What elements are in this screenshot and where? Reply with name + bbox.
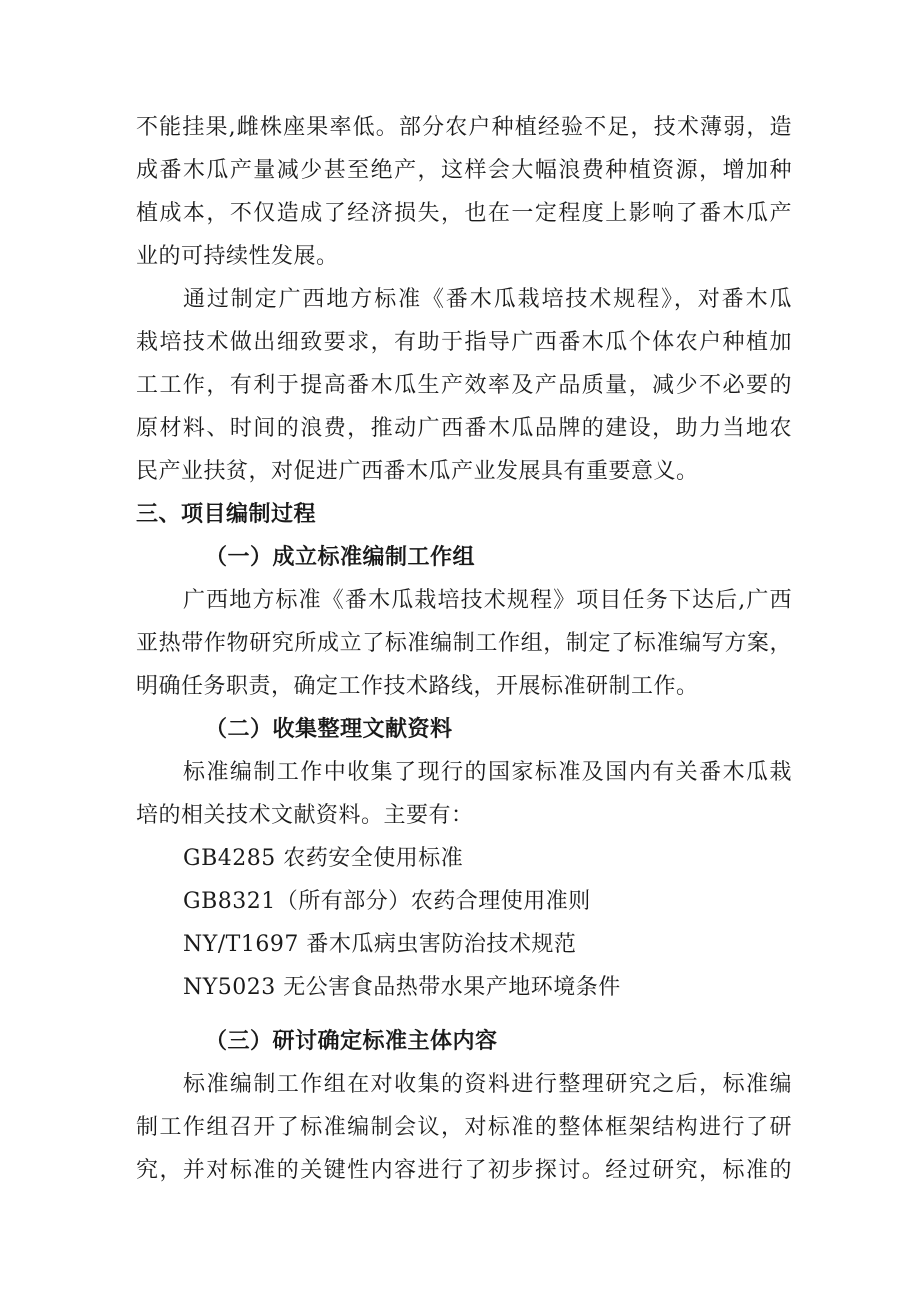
paragraph-line: 工工作，有利于提高番木瓜生产效率及产品质量，减少不必要的	[136, 373, 792, 398]
reference-item: NY/T1697 番木瓜病虫害防治技术规范	[183, 932, 577, 957]
paragraph-line: 广西地方标准《番木瓜栽培技术规程》项目任务下达后,广西	[183, 588, 792, 613]
paragraph-line: 业的可持续性发展。	[136, 244, 339, 269]
paragraph-line: 制工作组召开了标准编制会议，对标准的整体框架结构进行了研	[136, 1115, 792, 1140]
section-heading: 三、项目编制过程	[136, 502, 317, 527]
subsection-heading: （三）研讨确定标准主体内容	[205, 1029, 498, 1054]
paragraph-line: 不能挂果,雌株座果率低。部分农户种植经验不足，技术薄弱，造	[136, 115, 792, 140]
reference-item: NY5023 无公害食品热带水果产地环境条件	[183, 975, 621, 1000]
reference-item: GB4285 农药安全使用标准	[183, 846, 464, 871]
subsection-heading: （二）收集整理文献资料	[205, 717, 453, 742]
paragraph-line: 栽培技术做出细致要求，有助于指导广西番木瓜个体农户种植加	[136, 330, 792, 355]
paragraph-line: 植成本，不仅造成了经济损失，也在一定程度上影响了番木瓜产	[136, 201, 792, 226]
paragraph-line: 原材料、时间的浪费，推动广西番木瓜品牌的建设，助力当地农	[136, 416, 792, 441]
paragraph-line: 明确任务职责，确定工作技术路线，开展标准研制工作。	[136, 674, 699, 699]
paragraph-line: 通过制定广西地方标准《番木瓜栽培技术规程》，对番木瓜	[183, 287, 792, 312]
paragraph-line: 标准编制工作中收集了现行的国家标准及国内有关番木瓜栽	[183, 760, 792, 785]
paragraph-line: 民产业扶贫，对促进广西番木瓜产业发展具有重要意义。	[136, 459, 699, 484]
reference-item: GB8321（所有部分）农药合理使用准则	[183, 889, 591, 914]
paragraph-line: 成番木瓜产量减少甚至绝产，这样会大幅浪费种植资源，增加种	[136, 158, 792, 183]
subsection-heading: （一）成立标准编制工作组	[205, 545, 476, 570]
paragraph-line: 培的相关技术文献资料。主要有：	[136, 803, 474, 828]
paragraph-line: 究，并对标准的关键性内容进行了初步探讨。经过研究，标准的	[136, 1158, 792, 1183]
paragraph-line: 亚热带作物研究所成立了标准编制工作组，制定了标准编写方案，	[136, 631, 792, 656]
paragraph-line: 标准编制工作组在对收集的资料进行整理研究之后，标准编	[183, 1072, 792, 1097]
